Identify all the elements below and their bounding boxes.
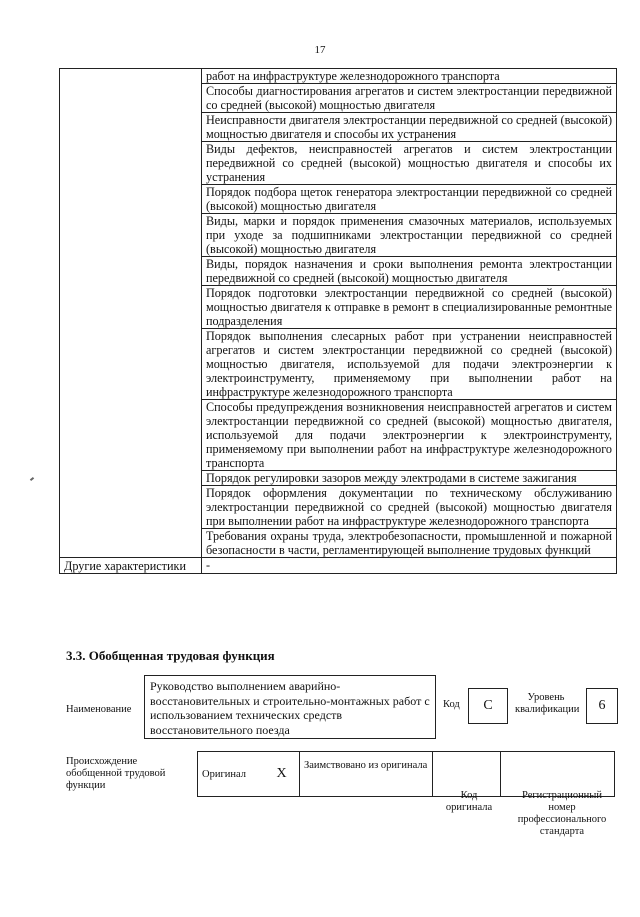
- knowledge-item: Порядок оформления документации по техническому обслуживанию электростанции передвижной со средней (высокой) мощностью двигателя при выполнении работ на инфраструктуре железнодорожного транспорта: [202, 486, 617, 529]
- scan-mark: [30, 477, 34, 481]
- name-label: Наименование: [66, 704, 132, 715]
- knowledge-item: Виды, порядок назначения и сроки выполнения ремонта электростанции передвижной со средней (высокой) мощностью двигателя: [202, 257, 617, 286]
- knowledge-item: Порядок регулировки зазоров между электродами в системе зажигания: [202, 471, 617, 486]
- other-characteristics-row: [60, 558, 617, 574]
- knowledge-item: Неисправности двигателя электростанции передвижной со средней (высокой) мощностью двигателя и способы их устранения: [202, 113, 617, 142]
- knowledge-table: [59, 68, 617, 574]
- code-label: Код: [443, 699, 460, 710]
- borrowed-label: Заимствовано из оригинала: [300, 752, 433, 797]
- other-characteristics-label: Другие характеристики: [60, 558, 202, 574]
- original-mark: X: [264, 752, 300, 797]
- knowledge-item: Виды дефектов, неисправностей агрегатов и систем электростанции передвижной со средней (высокой) мощностью двигателя и способы их устранения: [202, 142, 617, 185]
- qualification-level-value: 6: [586, 688, 618, 724]
- knowledge-item: Порядок подготовки электростанции передвижной со средней (высокой) мощностью двигателя к отправке в ремонт в специализированные ремонтные подразделения: [202, 286, 617, 329]
- knowledge-item: Порядок подбора щеток генератора электростанции передвижной со средней (высокой) мощностью двигателя: [202, 185, 617, 214]
- knowledge-row: [60, 69, 617, 84]
- knowledge-item: Виды, марки и порядок применения смазочных материалов, используемых при уходе за подшипниками электростанции передвижной со средней (высокой) мощностью двигателя: [202, 214, 617, 257]
- knowledge-item: Способы диагностирования агрегатов и систем электростанции передвижной со средней (высокой) мощностью двигателя: [202, 84, 617, 113]
- page-number: 17: [314, 44, 326, 56]
- original-label: Оригинал: [198, 752, 265, 797]
- qualification-level-label: Уровень квалификации: [515, 692, 580, 715]
- origin-label: Происхождение обобщенной трудовой функции: [66, 756, 166, 791]
- other-characteristics-value: -: [202, 558, 617, 574]
- knowledge-item: Требования охраны труда, электробезопасности, промышленной и пожарной безопасности в части, регламентирующей выполнение трудовых функций: [202, 529, 617, 558]
- reg-number-caption: Регистрационный номер профессионального стандарта: [517, 790, 607, 837]
- code-original-caption: Код оригинала: [445, 790, 493, 813]
- function-name-box: Руководство выполнением аварийно-восстановительных и строительно-монтажных работ с использованием технических средств восстановительного поезда: [144, 675, 436, 739]
- knowledge-item: Порядок выполнения слесарных работ при устранении неисправностей агрегатов и систем электростанции передвижной со средней (высокой) мощностью двигателя, используемой для подачи электроэнергии к электроинструменту, применяемому при выполнении работ на инфраструктуре железнодорожного транспорта: [202, 329, 617, 400]
- section-title: 3.3. Обобщенная трудовая функция: [66, 648, 275, 663]
- code-value: C: [468, 688, 508, 724]
- row-label-cell: [60, 69, 202, 558]
- knowledge-item: работ на инфраструктуре железнодорожного транспорта: [202, 69, 617, 84]
- knowledge-item: Способы предупреждения возникновения неисправностей агрегатов и систем электростанции передвижной со средней (высокой) мощностью двигателя, используемой для подачи электроэнергии к электроинструменту, применяемому при выполнении работ на инфраструктуре железнодорожного транспорта: [202, 400, 617, 471]
